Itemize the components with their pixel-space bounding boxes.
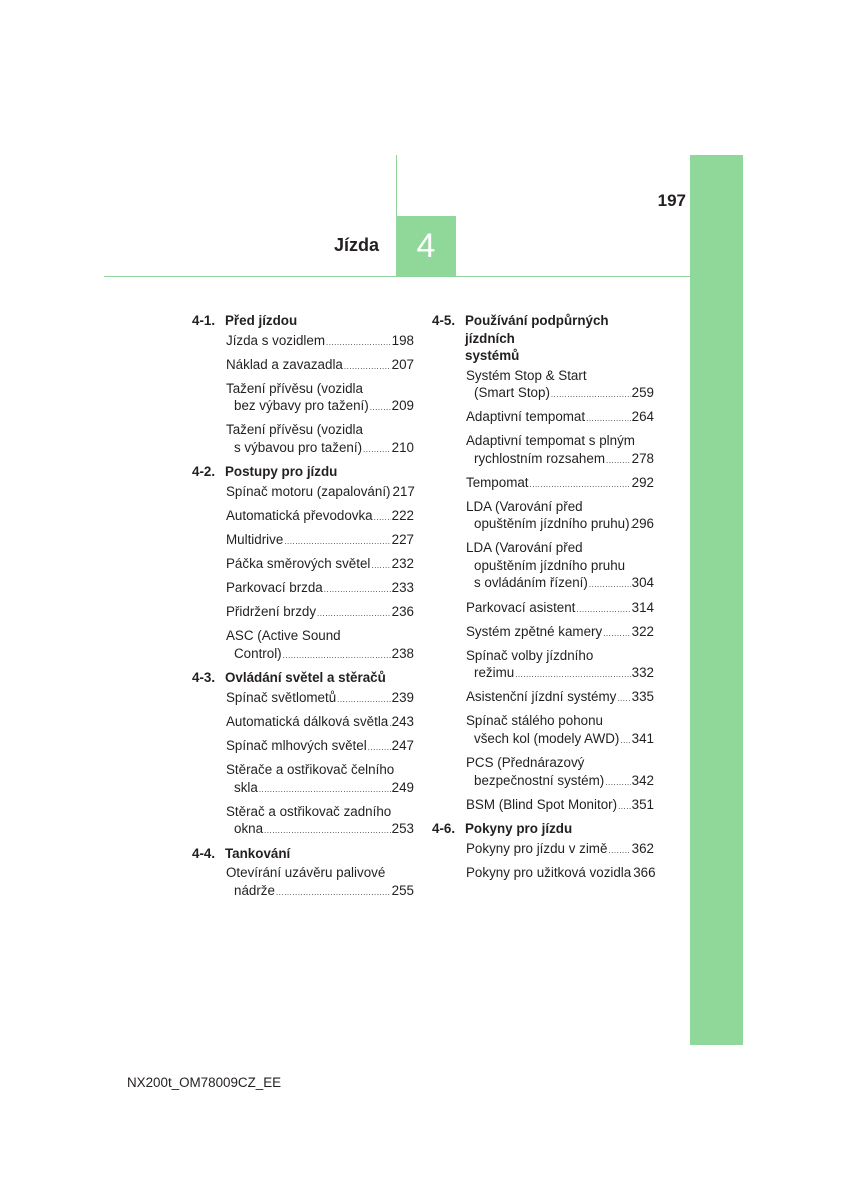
toc-entry[interactable] bbox=[226, 627, 414, 664]
entry-text: režimu bbox=[474, 665, 515, 681]
toc-section-heading[interactable] bbox=[432, 312, 654, 365]
section-title bbox=[465, 820, 654, 838]
entry-text: (Smart Stop) bbox=[474, 385, 550, 400]
dot-leader bbox=[620, 732, 630, 750]
entry-text: Adaptivní tempomat bbox=[466, 409, 586, 425]
toc-entry[interactable] bbox=[466, 432, 654, 469]
dot-leader bbox=[389, 715, 390, 733]
dot-leader bbox=[317, 605, 391, 623]
section-title-line: Tankování bbox=[225, 845, 291, 861]
dot-leader bbox=[576, 601, 630, 619]
entry-text: Pokyny pro užitková vozidla bbox=[466, 864, 632, 880]
entry-page-number: 253 bbox=[391, 821, 414, 837]
entry-page-number: 322 bbox=[631, 623, 654, 639]
toc-entry[interactable] bbox=[466, 498, 654, 535]
entry-page-number: 259 bbox=[631, 385, 654, 400]
entry-page-number: 236 bbox=[391, 604, 414, 620]
entry-last-line bbox=[466, 840, 654, 860]
entry-text: BSM (Blind Spot Monitor) bbox=[466, 796, 618, 812]
entry-last-line bbox=[226, 820, 414, 840]
toc-entry[interactable] bbox=[466, 408, 654, 428]
entry-text: skla bbox=[234, 779, 258, 795]
entry-last-line bbox=[226, 603, 414, 623]
toc-entry[interactable] bbox=[226, 507, 414, 527]
toc-entry[interactable] bbox=[466, 539, 654, 594]
dot-leader bbox=[276, 884, 391, 902]
section-number: 4-3. bbox=[192, 670, 216, 686]
entry-text: Spínač světlometů bbox=[226, 689, 337, 705]
entry-last-line bbox=[466, 515, 654, 535]
entry-last-line bbox=[226, 645, 414, 665]
dot-leader bbox=[618, 798, 631, 816]
entry-text: Asistenční jízdní systémy bbox=[466, 689, 617, 705]
entry-page-number: 198 bbox=[391, 332, 414, 348]
entry-last-line bbox=[466, 688, 654, 708]
toc-entry[interactable] bbox=[466, 688, 654, 708]
entry-text: bez výbavy pro tažení) bbox=[234, 398, 369, 414]
toc-entry[interactable] bbox=[226, 421, 414, 458]
toc-entry[interactable] bbox=[466, 367, 654, 404]
entry-text: Spínač mlhových světel bbox=[226, 738, 367, 754]
entry-text: Parkovací brzda bbox=[226, 580, 323, 596]
entry-text: Spínač motoru (zapalování) bbox=[226, 483, 391, 499]
dot-leader bbox=[344, 358, 391, 376]
entry-text: s výbavou pro tažení) bbox=[234, 439, 363, 455]
toc-entry[interactable] bbox=[226, 332, 414, 352]
toc-section-heading[interactable] bbox=[192, 463, 414, 481]
dot-leader bbox=[551, 386, 631, 404]
dot-leader bbox=[363, 441, 391, 459]
entry-page-number: 366 bbox=[633, 864, 656, 880]
entry-text: rychlostním rozsahem bbox=[474, 450, 605, 466]
entry-page-number: 362 bbox=[631, 840, 654, 856]
toc-entry[interactable] bbox=[226, 356, 414, 376]
section-number: 4-2. bbox=[192, 464, 216, 480]
header-vertical-rule bbox=[396, 155, 397, 217]
entry-last-line bbox=[466, 450, 654, 470]
section-title-line: Postupy pro jízdu bbox=[225, 464, 338, 480]
entry-text: Stěrače a ostřikovač čelního bbox=[226, 762, 395, 778]
entry-last-line bbox=[226, 397, 414, 417]
section-number: 4-6. bbox=[432, 821, 456, 837]
toc-entry[interactable] bbox=[466, 474, 654, 494]
entry-text: bezpečnostní systém) bbox=[474, 772, 605, 788]
toc-entry[interactable] bbox=[466, 754, 654, 791]
entry-text: ASC (Active Sound bbox=[226, 628, 341, 644]
entry-page-number: 332 bbox=[631, 665, 654, 681]
entry-last-line bbox=[226, 579, 414, 599]
dot-leader bbox=[374, 509, 391, 527]
dot-leader bbox=[371, 557, 390, 575]
entry-last-line bbox=[226, 531, 414, 551]
dot-leader bbox=[589, 576, 631, 594]
entry-page-number: 227 bbox=[391, 531, 414, 547]
entry-page-number: 249 bbox=[391, 779, 414, 795]
toc-entry[interactable] bbox=[466, 647, 654, 684]
dot-leader bbox=[606, 452, 631, 470]
entry-last-line bbox=[466, 408, 654, 428]
dot-leader bbox=[284, 533, 390, 551]
entry-last-line bbox=[226, 483, 414, 503]
entry-last-line bbox=[466, 623, 654, 643]
entry-text: PCS (Přednárazový bbox=[466, 755, 585, 771]
dot-leader bbox=[370, 399, 391, 417]
entry-last-line bbox=[466, 772, 654, 792]
entry-text: Otevírání uzávěru palivové bbox=[226, 865, 386, 881]
entry-text: Control) bbox=[234, 645, 282, 661]
toc-section-heading[interactable] bbox=[192, 669, 414, 687]
section-title-line: Pokyny pro jízdu bbox=[465, 821, 573, 837]
section-title-line: Ovládání světel a stěračů bbox=[225, 670, 386, 686]
entry-last-line bbox=[226, 882, 414, 902]
entry-text: opuštěním jízdního pruhu) bbox=[474, 516, 630, 532]
dot-leader bbox=[586, 410, 631, 428]
entry-text: Parkovací asistent bbox=[466, 599, 576, 615]
entry-text: Tempomat bbox=[466, 474, 529, 490]
entry-last-line bbox=[466, 474, 654, 494]
dot-leader bbox=[368, 739, 391, 757]
entry-text: Spínač volby jízdního bbox=[466, 647, 594, 663]
entry-text: Adaptivní tempomat s plným bbox=[466, 433, 635, 449]
dot-leader bbox=[530, 476, 631, 494]
entry-text: Náklad a zavazadla bbox=[226, 356, 343, 372]
entry-text: Tažení přívěsu (vozidla bbox=[226, 422, 363, 438]
toc-entry[interactable] bbox=[226, 483, 414, 503]
entry-text: Pokyny pro jízdu v zimě bbox=[466, 840, 608, 856]
document-code: NX200t_OM78009CZ_EE bbox=[127, 1075, 282, 1090]
toc-entry[interactable] bbox=[226, 603, 414, 623]
toc-entry[interactable] bbox=[226, 531, 414, 551]
entry-text: LDA (Varování před bbox=[466, 540, 583, 556]
entry-text: Jízda s vozidlem bbox=[226, 332, 325, 348]
dot-leader bbox=[515, 666, 630, 684]
entry-page-number: 255 bbox=[391, 882, 414, 898]
entry-page-number: 314 bbox=[631, 599, 654, 615]
entry-last-line bbox=[466, 384, 654, 404]
page-number: 197 bbox=[657, 191, 686, 210]
dot-leader bbox=[605, 774, 630, 792]
section-title bbox=[225, 312, 414, 330]
entry-text: Multidrive bbox=[226, 531, 284, 547]
entry-last-line bbox=[226, 713, 414, 733]
dot-leader bbox=[608, 842, 630, 860]
section-number: 4-5. bbox=[432, 313, 456, 328]
toc-entry[interactable] bbox=[466, 712, 654, 749]
entry-last-line bbox=[226, 507, 414, 527]
dot-leader bbox=[324, 581, 391, 599]
dot-leader bbox=[337, 691, 390, 709]
entry-text: Automatická dálková světla bbox=[226, 713, 389, 729]
entry-page-number: 209 bbox=[391, 398, 414, 414]
entry-page-number: 207 bbox=[391, 356, 414, 372]
entry-page-number: 233 bbox=[391, 580, 414, 596]
entry-text: Spínač stálého pohonu bbox=[466, 713, 603, 729]
entry-text: Tažení přívěsu (vozidla bbox=[226, 380, 363, 396]
toc-entry[interactable] bbox=[226, 761, 414, 798]
toc-section-heading[interactable] bbox=[192, 312, 414, 330]
chapter-number-box: 4 bbox=[396, 216, 456, 276]
entry-last-line bbox=[226, 439, 414, 459]
entry-text: Systém Stop & Start bbox=[466, 367, 587, 383]
entry-page-number: 217 bbox=[392, 483, 415, 499]
entry-last-line bbox=[466, 574, 654, 594]
chapter-side-tab bbox=[690, 155, 743, 1045]
section-title-line: Před jízdou bbox=[225, 313, 298, 328]
entry-page-number: 304 bbox=[631, 575, 654, 591]
section-title bbox=[465, 312, 654, 365]
entry-page-number: 243 bbox=[391, 713, 414, 729]
section-title bbox=[225, 845, 414, 863]
entry-text: opuštěním jízdního pruhu bbox=[474, 557, 626, 573]
toc-left-column bbox=[192, 312, 414, 906]
entry-last-line bbox=[466, 730, 654, 750]
toc-entry[interactable] bbox=[226, 803, 414, 840]
entry-last-line bbox=[226, 779, 414, 799]
toc-entry[interactable] bbox=[226, 380, 414, 417]
entry-text: s ovládáním řízení) bbox=[474, 575, 588, 591]
entry-text: nádrže bbox=[234, 882, 275, 898]
section-title bbox=[225, 669, 414, 687]
chapter-title: Jízda bbox=[333, 235, 379, 255]
section-number: 4-1. bbox=[192, 313, 216, 328]
entry-text: Stěrač a ostřikovač zadního bbox=[226, 803, 392, 819]
toc-entry[interactable] bbox=[466, 796, 654, 816]
toc-entry[interactable] bbox=[226, 689, 414, 709]
section-title bbox=[225, 463, 414, 481]
toc-entry[interactable] bbox=[226, 864, 414, 901]
entry-text: Páčka směrových světel bbox=[226, 556, 371, 572]
section-title-line: Používání podpůrných jízdních bbox=[465, 313, 609, 346]
entry-page-number: 210 bbox=[391, 439, 414, 455]
entry-page-number: 222 bbox=[391, 507, 414, 523]
entry-last-line bbox=[466, 796, 654, 816]
toc-entry[interactable] bbox=[226, 555, 414, 575]
entry-last-line bbox=[226, 689, 414, 709]
dot-leader bbox=[259, 781, 391, 799]
toc-entry[interactable] bbox=[466, 623, 654, 643]
entry-text: LDA (Varování před bbox=[466, 498, 583, 514]
entry-page-number: 342 bbox=[631, 772, 654, 788]
entry-text: Přidržení brzdy bbox=[226, 604, 317, 620]
entry-text: Automatická převodovka bbox=[226, 507, 373, 523]
toc-entry[interactable] bbox=[466, 840, 654, 860]
dot-leader bbox=[603, 625, 630, 643]
entry-page-number: 296 bbox=[631, 516, 654, 532]
entry-last-line bbox=[466, 664, 654, 684]
dot-leader bbox=[326, 334, 391, 352]
entry-last-line bbox=[466, 864, 654, 884]
section-title-line: systémů bbox=[465, 348, 520, 363]
entry-last-line bbox=[226, 737, 414, 757]
entry-page-number: 238 bbox=[391, 645, 414, 661]
entry-page-number: 292 bbox=[631, 474, 654, 490]
toc-entry[interactable] bbox=[466, 864, 654, 884]
entry-text: okna bbox=[234, 821, 264, 837]
toc-entry[interactable] bbox=[226, 737, 414, 757]
entry-page-number: 247 bbox=[391, 738, 414, 754]
entry-last-line bbox=[226, 356, 414, 376]
entry-last-line bbox=[226, 555, 414, 575]
toc-entry[interactable] bbox=[466, 599, 654, 619]
dot-leader bbox=[283, 647, 391, 665]
dot-leader bbox=[617, 690, 630, 708]
entry-page-number: 341 bbox=[631, 730, 654, 746]
entry-page-number: 335 bbox=[631, 689, 654, 705]
toc-entry[interactable] bbox=[226, 713, 414, 733]
entry-page-number: 278 bbox=[631, 450, 654, 466]
entry-page-number: 264 bbox=[631, 409, 654, 425]
toc-entry[interactable] bbox=[226, 579, 414, 599]
toc-section-heading[interactable] bbox=[192, 845, 414, 863]
entry-page-number: 351 bbox=[631, 796, 654, 812]
entry-last-line bbox=[226, 332, 414, 352]
toc-right-column bbox=[432, 312, 654, 888]
entry-text: Systém zpětné kamery bbox=[466, 623, 603, 639]
entry-page-number: 239 bbox=[391, 689, 414, 705]
toc-section-heading[interactable] bbox=[432, 820, 654, 838]
section-number: 4-4. bbox=[192, 845, 216, 861]
entry-page-number: 232 bbox=[391, 556, 414, 572]
entry-last-line bbox=[466, 599, 654, 619]
header-horizontal-rule bbox=[104, 276, 690, 277]
entry-text: všech kol (modely AWD) bbox=[474, 730, 620, 746]
dot-leader bbox=[264, 822, 391, 840]
